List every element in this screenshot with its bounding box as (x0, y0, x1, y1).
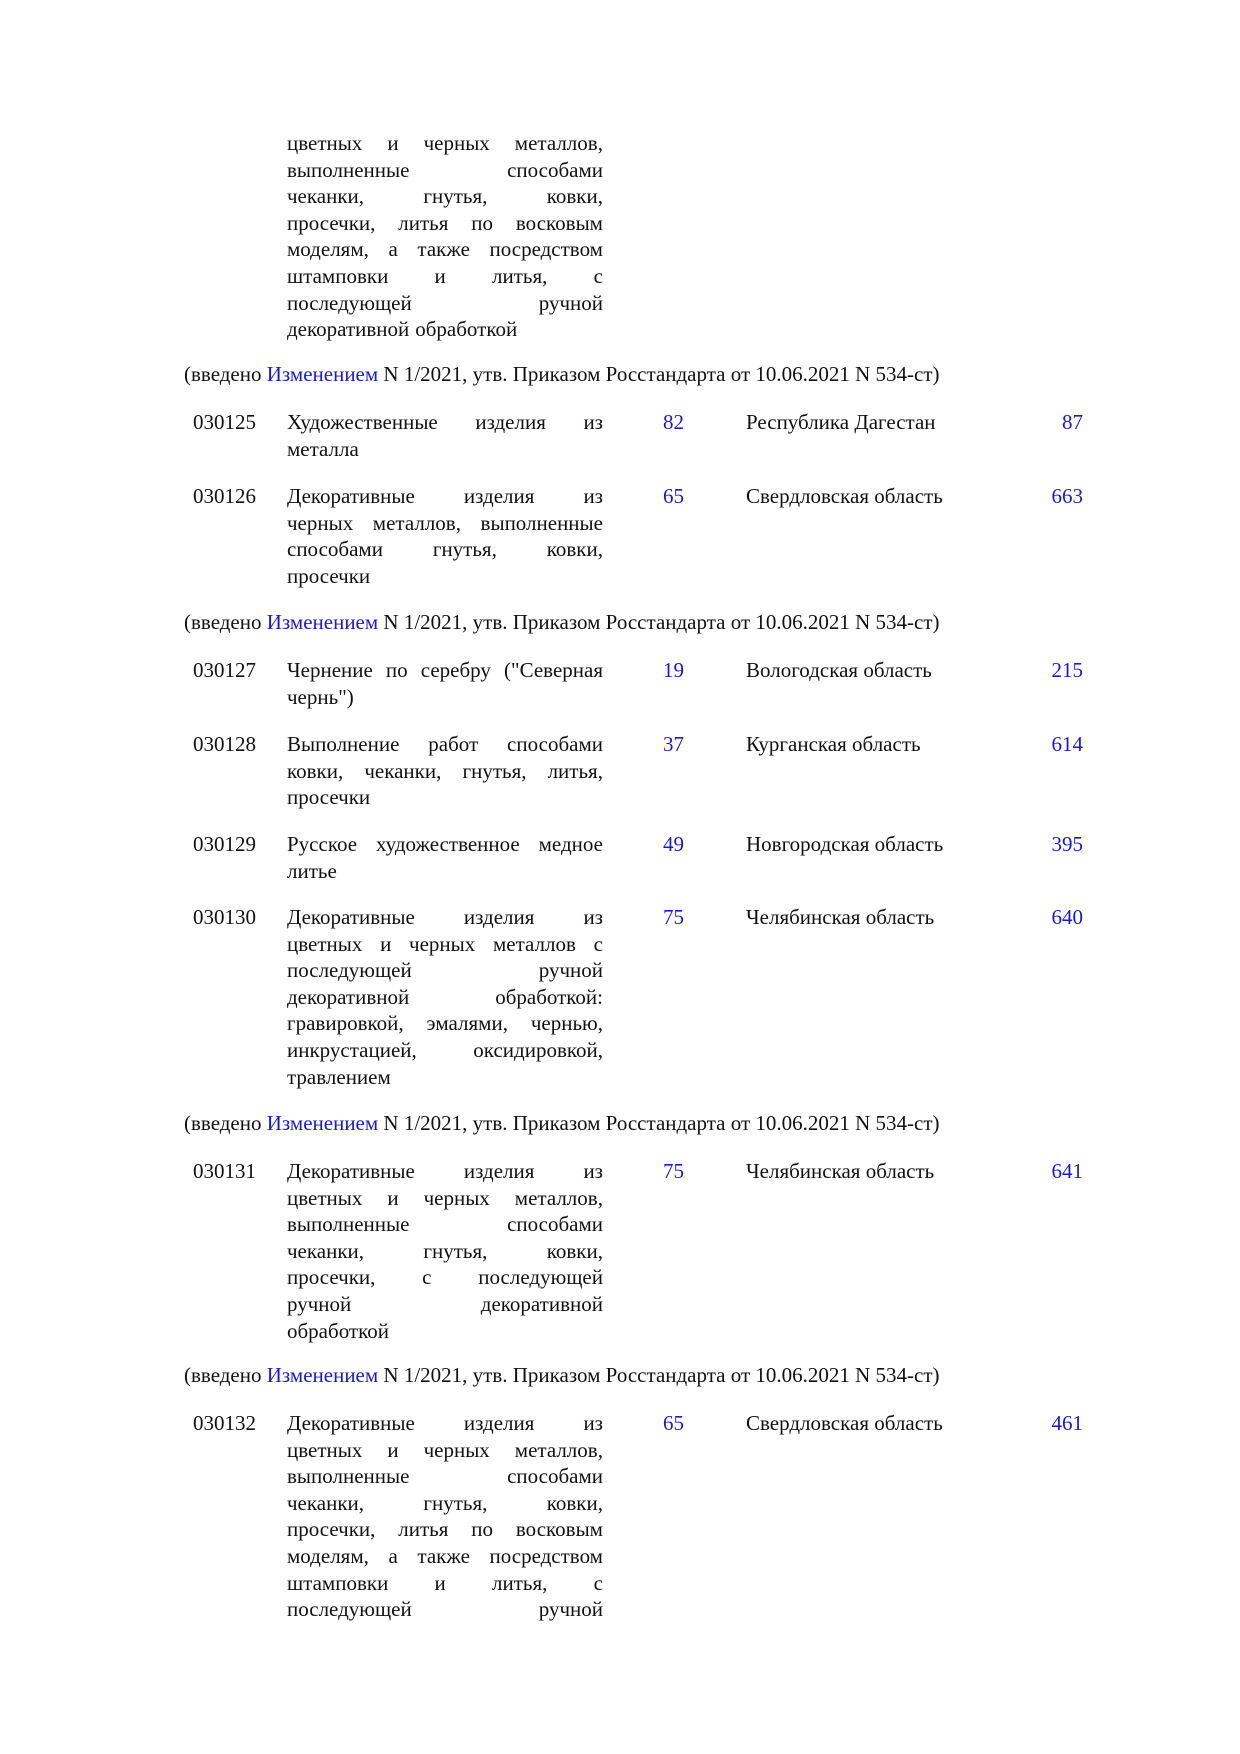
note-suffix: N 1/2021, утв. Приказом Росстандарта от 10.06.2021 N 534-ст) (378, 1111, 940, 1135)
description-line: инкрустацией, оксидировкой, (287, 1037, 603, 1062)
row-link-number[interactable]: 37 (663, 732, 684, 756)
amendment-note-text (184, 1362, 940, 1389)
row-description (287, 904, 603, 1090)
description-line: последующей ручной (287, 290, 603, 315)
note-prefix: (введено (184, 1111, 267, 1135)
note-suffix: N 1/2021, утв. Приказом Росстандарта от 10.06.2021 N 534-ст) (378, 610, 940, 634)
description-line: цветных и черных металлов, (287, 1437, 603, 1462)
description-line: способами гнутья, ковки, (287, 537, 603, 562)
row-region: Республика Дагестан (746, 410, 936, 434)
row-link-number[interactable]: 75 (663, 905, 684, 929)
row-link-region-number[interactable]: 663 (1051, 484, 1083, 508)
description-line: просечки (287, 563, 371, 588)
row-description (287, 657, 603, 710)
row-code: 030132 (193, 1411, 256, 1435)
description-line: обработкой (287, 1318, 389, 1343)
description-line: моделям, а также посредством (287, 1543, 603, 1568)
row-description (287, 409, 603, 462)
description-line: последующей ручной (287, 1597, 603, 1622)
row-description (287, 731, 603, 811)
row-link-region-number[interactable]: 640 (1051, 905, 1083, 929)
row-link-number[interactable]: 49 (663, 832, 684, 856)
row-code: 030125 (193, 410, 256, 434)
description-line: чеканки, гнутья, ковки, (287, 184, 603, 209)
description-line: просечки, с последующей (287, 1265, 603, 1290)
row-description (287, 1158, 603, 1344)
description-line: выполненные способами (287, 1212, 603, 1237)
description-line: чеканки, гнутья, ковки, (287, 1238, 603, 1263)
row-region: Курганская область (746, 732, 921, 756)
description-line: Русское художественное медное (287, 832, 603, 856)
row-link-region-number[interactable]: 641 (1051, 1159, 1083, 1183)
row-link-region-number[interactable]: 215 (1051, 658, 1083, 682)
row-link-number[interactable]: 65 (663, 484, 684, 508)
description-line: Декоративные изделия из (287, 905, 603, 929)
row-link-region-number[interactable]: 395 (1051, 832, 1083, 856)
description-line: Декоративные изделия из (287, 1159, 603, 1183)
row-region: Свердловская область (746, 1411, 943, 1435)
row-region: Челябинская область (746, 1159, 935, 1183)
amendment-link[interactable]: Изменением (266, 610, 379, 634)
note-prefix: (введено (184, 610, 267, 634)
description-line: цветных и черных металлов, (287, 131, 603, 155)
description-line: ручной декоративной (287, 1291, 603, 1316)
description-line: моделям, а также посредством (287, 237, 603, 262)
amendment-link[interactable]: Изменением (266, 1111, 379, 1135)
description-line: штамповки и литья, с (287, 263, 603, 288)
row-code: 030127 (193, 658, 256, 682)
row-description (287, 831, 603, 884)
row-code: 030128 (193, 732, 256, 756)
description-line: Художественные изделия из (287, 410, 603, 434)
row-link-number[interactable]: 19 (663, 658, 684, 682)
note-prefix: (введено (184, 362, 267, 386)
description-line: выполненные способами (287, 157, 603, 182)
amendment-link[interactable]: Изменением (266, 362, 379, 386)
row-code: 030126 (193, 484, 256, 508)
row-code: 030130 (193, 905, 256, 929)
description-line: металла (287, 436, 359, 461)
row-code: 030131 (193, 1159, 256, 1183)
description-line: цветных и черных металлов, (287, 1185, 603, 1210)
description-line: просечки, литья по восковым (287, 210, 603, 235)
amendment-note-text (184, 361, 940, 388)
note-prefix: (введено (184, 1363, 267, 1387)
row-region: Свердловская область (746, 484, 943, 508)
description-line: Декоративные изделия из (287, 484, 603, 508)
row-link-number[interactable]: 65 (663, 1411, 684, 1435)
description-line: просечки (287, 785, 371, 810)
row-region: Челябинская область (746, 905, 935, 929)
description-line: литье (287, 858, 337, 883)
description-line: чеканки, гнутья, ковки, (287, 1490, 603, 1515)
description-line: штамповки и литья, с (287, 1570, 603, 1595)
note-suffix: N 1/2021, утв. Приказом Росстандарта от 10.06.2021 N 534-ст) (378, 362, 940, 386)
description-line: травлением (287, 1064, 391, 1089)
row-link-region-number[interactable]: 614 (1051, 732, 1083, 756)
row-description (287, 1410, 603, 1623)
description-line: просечки, литья по восковым (287, 1517, 603, 1542)
row-region: Вологодская область (746, 658, 932, 682)
row-code: 030129 (193, 832, 256, 856)
row-link-region-number[interactable]: 461 (1051, 1411, 1083, 1435)
description-line: последующей ручной (287, 958, 603, 983)
description-line: Выполнение работ способами (287, 732, 603, 756)
description-line: чернь") (287, 684, 354, 709)
description-line: гравировкой, эмалями, чернью, (287, 1011, 603, 1036)
description-line: Чернение по серебру ("Северная (287, 658, 603, 682)
amendment-link[interactable]: Изменением (266, 1363, 379, 1387)
row-description (287, 483, 603, 589)
row-region: Новгородская область (746, 832, 944, 856)
amendment-note-text (184, 609, 940, 636)
note-suffix: N 1/2021, утв. Приказом Росстандарта от 10.06.2021 N 534-ст) (378, 1363, 940, 1387)
row-link-number[interactable]: 75 (663, 1159, 684, 1183)
description-line: цветных и черных металлов с (287, 931, 603, 956)
row-description (287, 130, 603, 343)
amendment-note-text (184, 1110, 940, 1137)
description-line: выполненные способами (287, 1464, 603, 1489)
description-line: черных металлов, выполненные (287, 510, 603, 535)
description-line: декоративной обработкой: (287, 984, 603, 1009)
row-link-region-number[interactable]: 87 (1062, 410, 1083, 434)
row-link-number[interactable]: 82 (663, 410, 684, 434)
description-line: ковки, чеканки, гнутья, литья, (287, 758, 603, 783)
description-line: декоративной обработкой (287, 317, 518, 342)
description-line: Декоративные изделия из (287, 1411, 603, 1435)
